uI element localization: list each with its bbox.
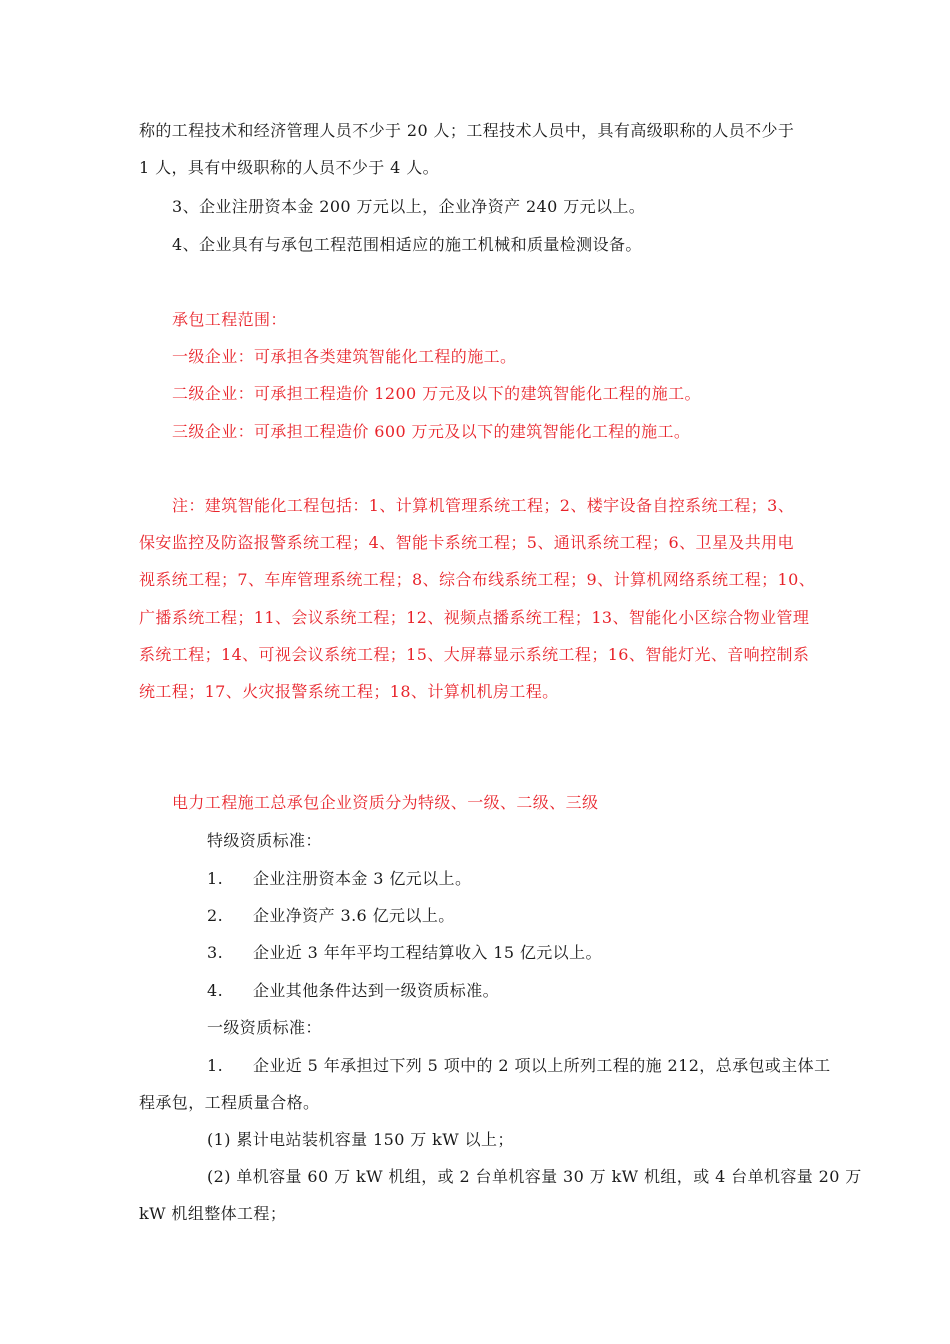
item-text: 企业净资产 3.6 亿元以上。	[253, 906, 455, 925]
item-text: 企业近 3 年年平均工程结算收入 15 亿元以上。	[253, 943, 602, 962]
sub-item-2-cont: kW 机组整体工程；	[139, 1204, 287, 1223]
grade-1-item	[207, 1056, 830, 1076]
note-line: 注：建筑智能化工程包括：1、计算机管理系统工程；2、楼宇设备自控系统工程；3、	[172, 496, 795, 515]
power-heading: 电力工程施工总承包企业资质分为特级、一级、二级、三级	[172, 793, 599, 812]
scope-grade-3: 三级企业：可承担工程造价 600 万元及以下的建筑智能化工程的施工。	[172, 422, 691, 441]
item-number: 1.	[207, 1056, 224, 1075]
note-line: 视系统工程；7、车库管理系统工程；8、综合布线系统工程；9、计算机网络系统工程；10、	[139, 570, 816, 589]
special-item	[207, 869, 471, 889]
special-grade-title: 特级资质标准：	[207, 831, 322, 850]
item-text: 企业其他条件达到一级资质标准。	[253, 981, 500, 1000]
scope-grade-2: 二级企业：可承担工程造价 1200 万元及以下的建筑智能化工程的施工。	[172, 384, 701, 403]
item-number: 1.	[207, 869, 224, 888]
item-text: 企业注册资本金 3 亿元以上。	[253, 869, 472, 888]
item-text: 企业近 5 年承担过下列 5 项中的 2 项以上所列工程的施 212，总承包或主体工	[253, 1056, 831, 1075]
paragraph-line: 1 人，具有中级职称的人员不少于 4 人。	[139, 158, 440, 177]
note-line: 广播系统工程；11、会议系统工程；12、视频点播系统工程；13、智能化小区综合物业管理	[139, 608, 810, 627]
grade-1-title: 一级资质标准：	[207, 1018, 322, 1037]
item-number: 4.	[207, 981, 224, 1000]
requirement-3: 3、企业注册资本金 200 万元以上，企业净资产 240 万元以上。	[172, 197, 646, 216]
grade-1-item-cont: 程承包，工程质量合格。	[139, 1093, 320, 1112]
item-number: 3.	[207, 943, 224, 962]
sub-item-2: (2) 单机容量 60 万 kW 机组，或 2 台单机容量 30 万 kW 机组，或 4 台单机容量 20 万	[207, 1167, 862, 1186]
item-number: 2.	[207, 906, 224, 925]
note-line: 保安监控及防盗报警系统工程；4、智能卡系统工程；5、通讯系统工程；6、卫星及共用电	[139, 533, 794, 552]
special-item	[207, 906, 455, 926]
paragraph-line: 称的工程技术和经济管理人员不少于 20 人；工程技术人员中，具有高级职称的人员不少于	[139, 121, 795, 140]
sub-item-1: (1) 累计电站装机容量 150 万 kW 以上；	[207, 1130, 514, 1149]
scope-grade-1: 一级企业：可承担各类建筑智能化工程的施工。	[172, 347, 517, 366]
special-item	[207, 981, 499, 1001]
note-line: 统工程；17、火灾报警系统工程；18、计算机机房工程。	[139, 682, 559, 701]
requirement-4: 4、企业具有与承包工程范围相适应的施工机械和质量检测设备。	[172, 235, 642, 254]
scope-title: 承包工程范围：	[172, 310, 287, 329]
note-line: 系统工程；14、可视会议系统工程；15、大屏幕显示系统工程；16、智能灯光、音响控制系	[139, 645, 810, 664]
special-item	[207, 943, 602, 963]
